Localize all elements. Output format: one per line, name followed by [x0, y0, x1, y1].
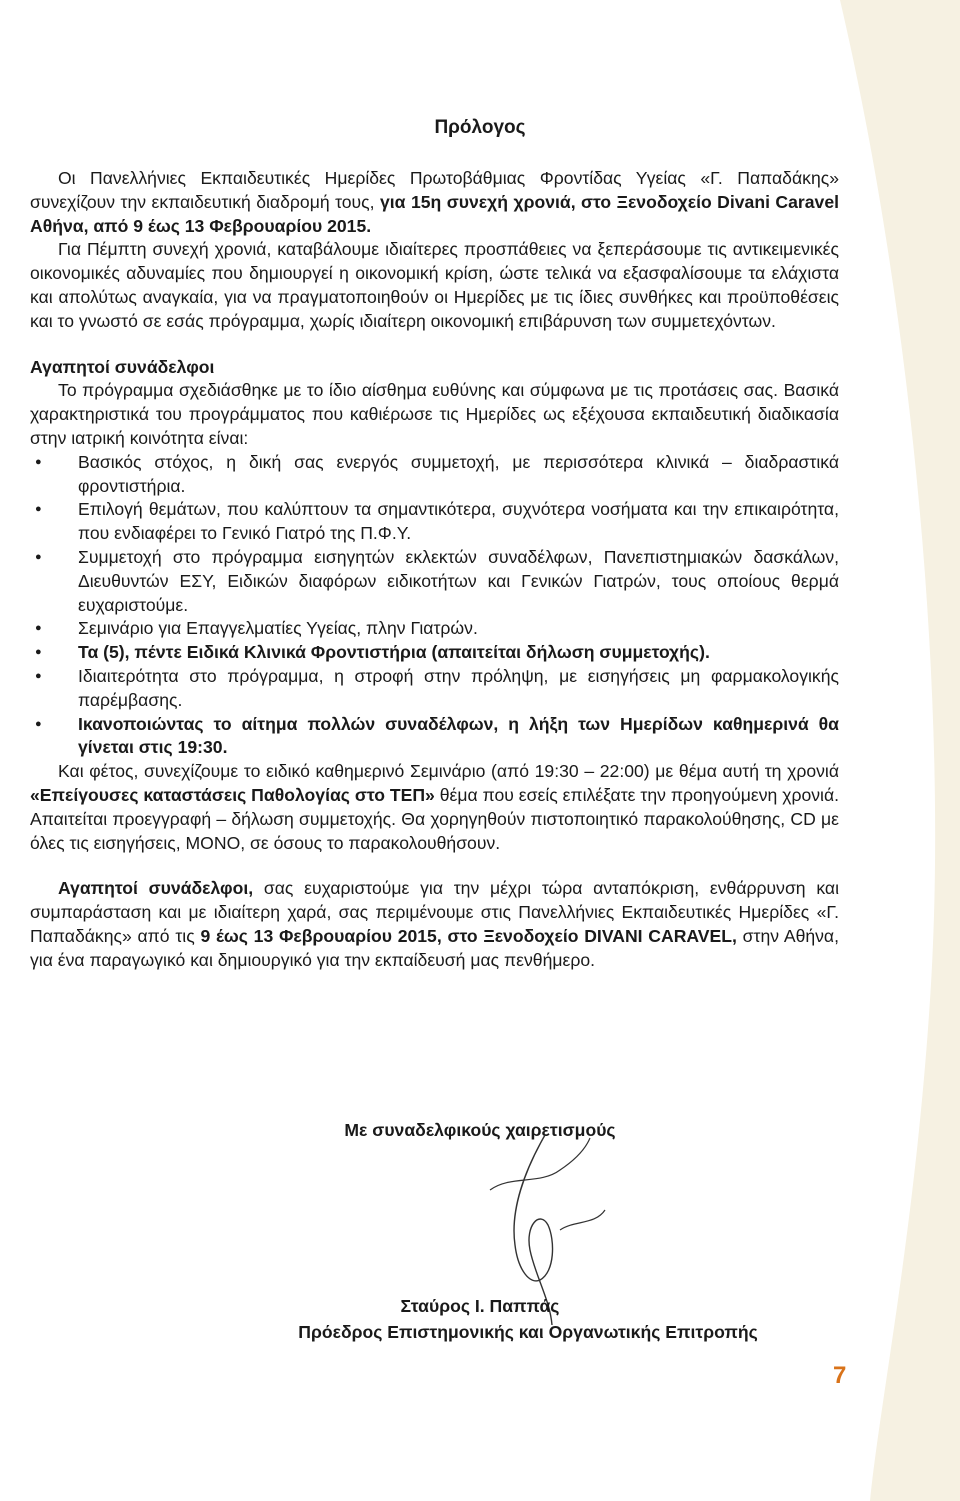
page-number: 7: [833, 1362, 847, 1389]
signatory-role: Πρόεδρος Επιστημονικής και Οργανωτικής Επιτροπής: [298, 1322, 758, 1342]
section-paragraph: Το πρόγραμμα σχεδιάσθηκε με το ίδιο αίσθημα ευθύνης και σύμφωνα με τις προτάσεις σας. Βασικά χαρακτηριστικά του προγράμματος που καθιέρωσε τις Ημερίδες ως εξέχουσα εκπαιδευτική διαδικασία στην ιατρική κοινότητα είναι:: [30, 380, 839, 448]
list-item: ● Ικανοποιώντας το αίτημα πολλών συναδέλφων, η λήξη των Ημερίδων καθημερινά θα γίνεται στις 19:30.: [30, 713, 839, 761]
closing-greeting: Με συναδελφικούς χαιρετισμούς: [344, 1120, 616, 1140]
seminar-text: Και φέτος, συνεχίζουμε το ειδικό καθημερινό Σεμινάριο (από 19:30 – 22:00) με θέμα αυτή τη χρονιά: [58, 761, 839, 782]
signatory-name: Σταύρος Ι. Παππάς: [400, 1296, 560, 1316]
seminar-paragraph: [30, 760, 839, 855]
seminar-title: «Επείγουσες καταστάσεις Παθολογίας στο ΤΕΠ»: [30, 784, 435, 805]
features-list: [30, 451, 839, 760]
list-item: ● Ιδιαιτερότητα στο πρόγραμμα, η στροφή στην πρόληψη, με εισηγήσεις μη φαρμακολογικής παρέμβασης.: [30, 665, 839, 713]
list-item: ● Βασικός στόχος, η δική σας ενεργός συμμετοχή, με περισσότερα κλινικά – διαδραστικά φροντιστήρια.: [30, 451, 839, 499]
intro-paragraph: [30, 167, 839, 238]
page-title: Πρόλογος: [434, 117, 526, 138]
list-item: ● Επιλογή θεμάτων, που καλύπτουν τα σημαντικότερα, συχνότερα νοσήματα και την επικαιρότητα, που ενδιαφέρει το Γενικό Γιατρό της Π.Φ.Υ.: [30, 498, 839, 546]
final-text: σας ευχαριστούμε για την μέχρι τώρα ανταπόκριση, ενθάρρυνση και συμπαράσταση και με ιδιαίτερη χαρά, σας περιμένουμε στις Πανελλήνιες Εκπαιδευτικές Ημερίδες «Γ. Παπαδάκης» από τις: [30, 878, 839, 946]
section-heading: Αγαπητοί συνάδελφοι: [30, 356, 215, 377]
list-item: ● Τα (5), πέντε Ειδικά Κλινικά Φροντιστήρια (απαιτείται δήλωση συμμετοχής).: [30, 641, 839, 665]
intro-bold-text: για 15η συνεχή χρονιά, στο Ξενοδοχείο Divani Caravel Αθήνα, από 9 έως 13 Φεβρουαρίου 2015.: [30, 191, 839, 236]
final-text-end: στην Αθήνα, για ένα παραγωγικό και δημιουργικό για την εκπαίδευσή μας πενθήμερο.: [30, 925, 839, 970]
document-body: [30, 0, 839, 973]
list-item: ● Σεμινάριο για Επαγγελματίες Υγείας, πλην Γιατρών.: [30, 617, 839, 641]
final-lead: Αγαπητοί συνάδελφοι,: [58, 878, 254, 899]
final-dates-venue: 9 έως 13 Φεβρουαρίου 2015, στο Ξενοδοχείο DIVANI CARAVEL,: [200, 925, 737, 946]
final-paragraph: [30, 877, 839, 972]
intro-text: Οι Πανελλήνιες Εκπαιδευτικές Ημερίδες Πρωτοβάθμιας Φροντίδας Υγείας «Γ. Παπαδάκης» συνεχίζουν την εκπαιδευτική διαδρομή τους,: [30, 168, 839, 212]
seminar-text-end: θέμα που εσείς επιλέξατε την προηγούμενη χρονιά. Απαιτείται προεγγραφή – δήλωση συμμετοχής. Θα χορηγηθούν πιστοποιητικό παρακολούθησης, CD με όλες τις εισηγήσεις, ΜΟΝΟ, σε όσους το παρακολουθήσουν.: [30, 784, 840, 853]
list-item: ● Συμμετοχή στο πρόγραμμα εισηγητών εκλεκτών συναδέλφων, Πανεπιστημιακών δασκάλων, Διευθυντών ΕΣΥ, Ειδικών διαφόρων ειδικοτήτων και Γενικών Γιατρών, τους οποίους θερμά ευχαριστούμε.: [30, 546, 839, 617]
intro-paragraph-2: Για Πέμπτη συνεχή χρονιά, καταβάλουμε ιδιαίτερες προσπάθειες να ξεπεράσουμε τις αντικειμενικές οικονομικές αδυναμίες που δημιουργεί η οικονομική κρίση, ώστε τελικά να εξασφαλίσουμε τα ελάχιστα και απολύτως αναγκαία, για να πραγματοποιηθούν οι Ημερίδες με τις ίδιες συνθήκες και προϋποθέσεις και το γνωστό σε εσάς πρόγραμμα, χωρίς ιδιαίτερη οικονομική επιβάρυνση των συμμετεχόντων.: [30, 239, 839, 331]
